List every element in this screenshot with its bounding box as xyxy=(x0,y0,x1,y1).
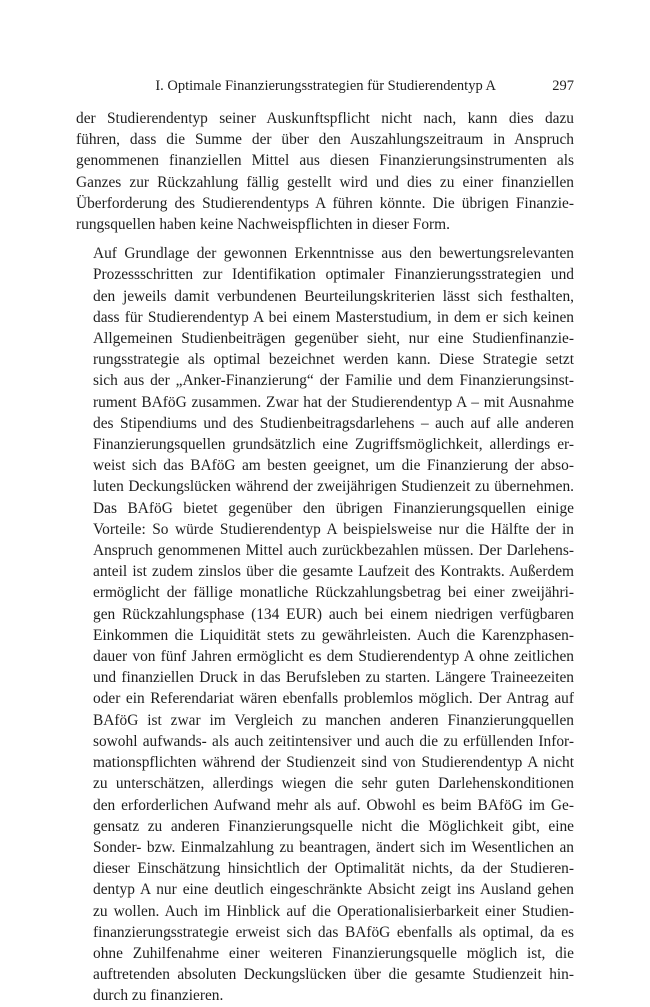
text-line: auftretenden absoluten Deckungslücken über die gesamte Studienzeit hin- xyxy=(93,966,574,984)
text-line: weist sich das BAföG am besten geeignet, um die Finanzierung der abso- xyxy=(93,457,574,475)
text-line: rungsquellen haben keine Nachweispflichten in dieser Form. xyxy=(76,216,450,234)
text-line: Sonder- bzw. Einmalzahlung zu beantragen, ändert sich im Wesentlichen an xyxy=(93,838,574,856)
text-line: oder ein Referendariat wären ebenfalls problemlos möglich. Der Antrag auf xyxy=(93,690,574,708)
text-line: luten Deckungslücken während der zweijährigen Studienzeit zu übernehmen. xyxy=(93,478,574,496)
paragraph-conclusion xyxy=(76,243,574,1006)
text-line: dauer von fünf Jahren ermöglicht es dem Studierendentyp A ohne zeitlichen xyxy=(93,648,574,666)
text-line: führen, dass die Summe der über den Auszahlungszeitraum in Anspruch xyxy=(76,131,574,149)
text-line: genommenen finanziellen Mittel aus diesen Finanzierungsinstrumenten als xyxy=(76,152,574,170)
text-line: den jeweils damit verbundenen Beurteilungskriterien lässt sich festhalten, xyxy=(93,287,574,305)
text-line: sowohl aufwands- als auch zeitintensiver und auch die zu erfüllenden Infor- xyxy=(93,732,574,750)
text-line: dieser Einschätzung hinsichtlich der Optimalität nichts, da der Studieren- xyxy=(93,860,574,878)
page-number: 297 xyxy=(552,78,574,94)
text-line: dentyp A nur eine deutlich eingeschränkte Absicht zeigt ins Ausland gehen xyxy=(93,881,574,899)
text-line: anteil ist zudem zinslos über die gesamte Laufzeit des Kontrakts. Außerdem xyxy=(93,563,574,581)
text-line: Prozessschritten zur Identifikation optimaler Finanzierungsstrategien und xyxy=(93,266,574,284)
paragraph-continuation xyxy=(76,108,574,235)
text-line: rument BAföG zusammen. Zwar hat der Studierendentyp A – mit Ausnahme xyxy=(93,393,574,411)
text-line: und finanziellen Druck in das Berufsleben zu starten. Längere Traineezeiten xyxy=(93,669,574,687)
text-line: Ganzes zur Rückzahlung fällig gestellt wird und dies zu einer finanziellen xyxy=(76,173,574,191)
text-line: Überforderung des Studierendentyps A führen könnte. Die übrigen Finanzie- xyxy=(76,194,574,212)
text-line: Vorteile: So würde Studierendentyp A beispielsweise nur die Hälfte der in xyxy=(93,520,574,538)
text-line: mationspflichten während der Studienzeit sind von Studierendentyp A nicht xyxy=(93,754,574,772)
text-line: zu wollen. Auch im Hinblick auf die Operationalisierbarkeit einer Studien- xyxy=(93,902,574,920)
text-line: finanzierungsstrategie erweist sich das BAföG ebenfalls als optimal, da es xyxy=(93,923,574,941)
text-line: Auf Grundlage der gewonnen Erkenntnisse aus den bewertungsrelevanten xyxy=(93,245,574,263)
text-line: gen Rückzahlungsphase (134 EUR) auch bei einem niedrigen verfügbaren xyxy=(93,605,574,623)
text-line: Einkommen die Liquidität stets zu gewährleisten. Auch die Karenzphasen- xyxy=(93,626,574,644)
text-line: ohne Zuhilfenahme einer weiteren Finanzierungsquelle möglich ist, die xyxy=(93,944,574,962)
text-line: Allgemeinen Studienbeiträgen gegenüber sieht, nur eine Studienfinanzie- xyxy=(93,330,574,348)
text-line: gensatz zu anderen Finanzierungsquelle nicht die Möglichkeit gibt, eine xyxy=(93,817,574,835)
text-line: durch zu finanzieren. xyxy=(93,987,224,1005)
text-line: Anspruch genommenen Mittel auch zurückbezahlen müssen. Der Darlehens- xyxy=(93,542,574,560)
text-line: ermöglicht der fällige monatliche Rückzahlungsbetrag bei einer zweijähri- xyxy=(93,584,574,602)
text-line: Finanzierungsquellen grundsätzlich eine Zugriffsmöglichkeit, allerdings er- xyxy=(93,436,574,454)
text-line: sich aus der „Anker-Finanzierung“ der Familie und dem Finanzierungsinst- xyxy=(93,372,574,390)
text-line: dass für Studierendentyp A bei einem Masterstudium, in dem er sich keinen xyxy=(93,308,574,326)
text-line: den erforderlichen Aufwand mehr als auf. Obwohl es beim BAföG im Ge- xyxy=(93,796,574,814)
body-text xyxy=(76,108,574,1007)
text-line: Das BAföG bietet gegenüber den übrigen Finanzierungsquellen einige xyxy=(93,499,574,517)
text-line: zu unterschätzen, allerdings wiegen die sehr guten Darlehenskonditionen xyxy=(93,775,574,793)
chapter-title: I. Optimale Finanzierungsstrategien für Studierendentyp A xyxy=(155,78,496,94)
running-header xyxy=(76,76,574,96)
text-line: der Studierendentyp seiner Auskunftspflicht nicht nach, kann dies dazu xyxy=(76,110,574,127)
text-line: des Stipendiums und des Studienbeitragsdarlehens – auch auf alle anderen xyxy=(93,414,574,432)
text-line: rungsstrategie als optimal bezeichnet werden kann. Diese Strategie setzt xyxy=(93,351,574,369)
text-line: BAföG ist zwar im Vergleich zu manchen anderen Finanzierungquellen xyxy=(93,711,574,729)
